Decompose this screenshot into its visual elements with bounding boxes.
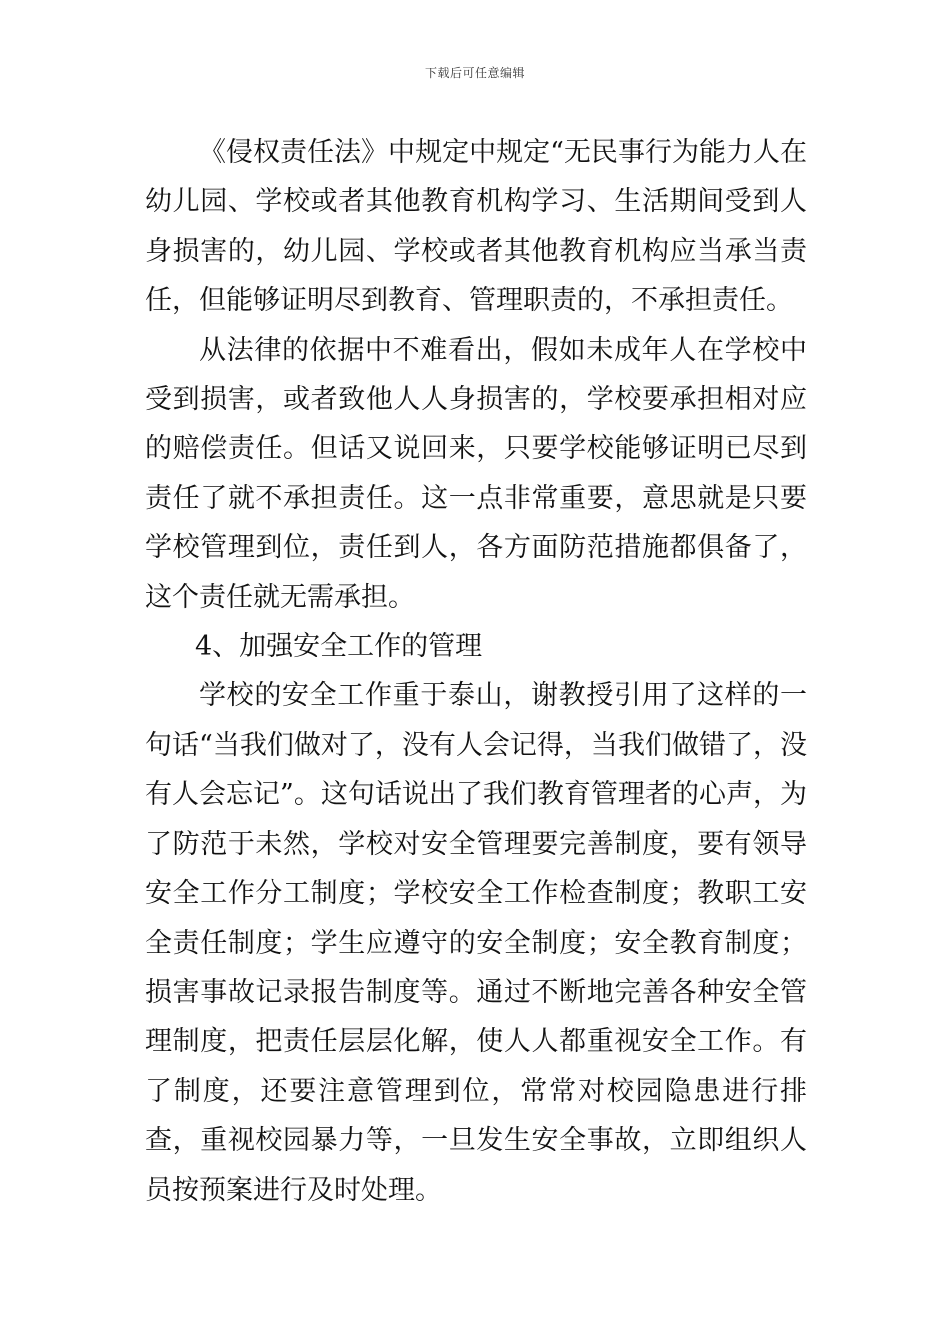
- header-note: 下载后可任意编辑: [424, 66, 525, 80]
- section-heading-safety-management: 4、加强安全工作的管理: [194, 631, 483, 663]
- paragraph-legal-basis: 从法律的依据中不难看出，假如未成年人在学校中受到损害，或者致他人人身损害的，学校要承担相对应的赔偿责任。但话又说回来，只要学校能够证明已尽到责任了就不承担责任。这一点非常重要，意思就是只要学校管理到位，责任到人，各方面防范措施都俱备了，这个责任就无需承担。: [145, 334, 807, 613]
- paragraph-tort-law: 《侵权责任法》中规定中规定“无民事行为能力人在幼儿园、学校或者其他教育机构学习、生活期间受到人身损害的，幼儿园、学校或者其他教育机构应当承当责任，但能够证明尽到教育、管理职责的，不承担责任。: [145, 137, 807, 317]
- document-body: [145, 128, 807, 1215]
- paragraph-safety-work: 学校的安全工作重于泰山，谢教授引用了这样的一句话“当我们做对了，没有人会记得，当我们做错了，没有人会忘记”。这句话说出了我们教育管理者的心声，为了防范于未然，学校对安全管理要完善制度，要有领导安全工作分工制度；学校安全工作检查制度；教职工安全责任制度；学生应遵守的安全制度；安全教育制度；损害事故记录报告制度等。通过不断地完善各种安全管理制度，把责任层层化解，使人人都重视安全工作。有了制度，还要注意管理到位，常常对校园隐患进行排查，重视校园暴力等，一旦发生安全事故，立即组织人员按预案进行及时处理。: [145, 680, 807, 1206]
